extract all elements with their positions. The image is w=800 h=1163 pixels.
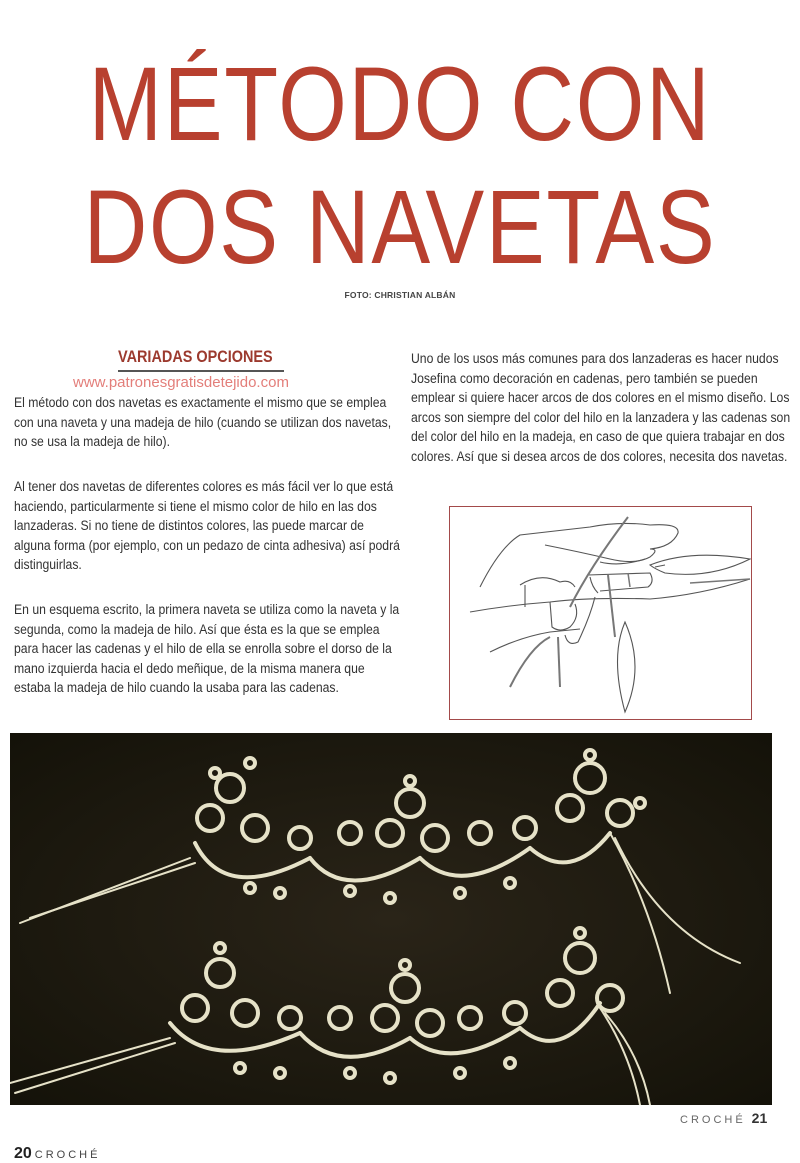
right-magazine-name: CROCHÉ [680, 1114, 746, 1126]
photo-credit: FOTO: CHRISTIAN ALBÁN [344, 290, 456, 300]
right-page-folio [680, 1110, 767, 1126]
paragraph-3: En un esquema escrito, la primera naveta se utiliza como la naveta y la segunda, como la madeja de hilo. Así que ésta es la que se emplea para hacer las cadenas y el hilo de ella se enrolla sobre el dorso de la mano izquierda hacia el dedo meñique, de la misma manera que estaba la madeja de hilo cuando la usaba para las cadenas. [14, 602, 400, 697]
page-title-line-1: MÉTODO CON [88, 46, 712, 163]
hand-shuttle-illustration [449, 506, 752, 720]
hand-drawing-icon [450, 507, 751, 719]
paragraph-2: Al tener dos navetas de diferentes colores es más fácil ver lo que está haciendo, particularmente si tiene el mismo color de hilo en las dos lanzaderas. Si no tiene de distintos colores, las puede marcar de alguna forma (por ejemplo, con un pedazo de cinta adhesiva) así podrá distinguirlas. [14, 479, 400, 574]
left-magazine-name: CROCHÉ [34, 1149, 101, 1161]
lace-edging-image-icon [10, 733, 772, 1105]
paragraph-1: El método con dos navetas es exactamente el mismo que se emplea con una naveta y una madeja de hilo (cuando se utilizan dos navetas, no se usa la madeja de hilo). [14, 395, 392, 451]
tatting-lace-photo [10, 733, 772, 1105]
page-title-line-2: DOS NAVETAS [83, 169, 717, 286]
section-heading-underline [118, 370, 284, 372]
paragraph-4: Uno de los usos más comunes para dos lanzaderas es hacer nudos Josefina como decoración en cadenas, pero también se pueden emplear si quiere hacer arcos de dos colores en el mismo diseño. Los arcos son siempre del color del hilo en la lanzadera y las cadenas son del color del hilo en la madeja, en caso de que quiera trabajar en dos colores. Así que si desea arcos de dos colores, necesita dos navetas. [411, 351, 791, 465]
right-page-number: 21 [751, 1110, 768, 1126]
left-page-number: 20 [14, 1145, 32, 1162]
watermark-url: www.patronesgratisdetejido.com [73, 374, 289, 391]
left-page-folio [14, 1145, 100, 1163]
section-heading: VARIADAS OPCIONES [118, 347, 273, 366]
